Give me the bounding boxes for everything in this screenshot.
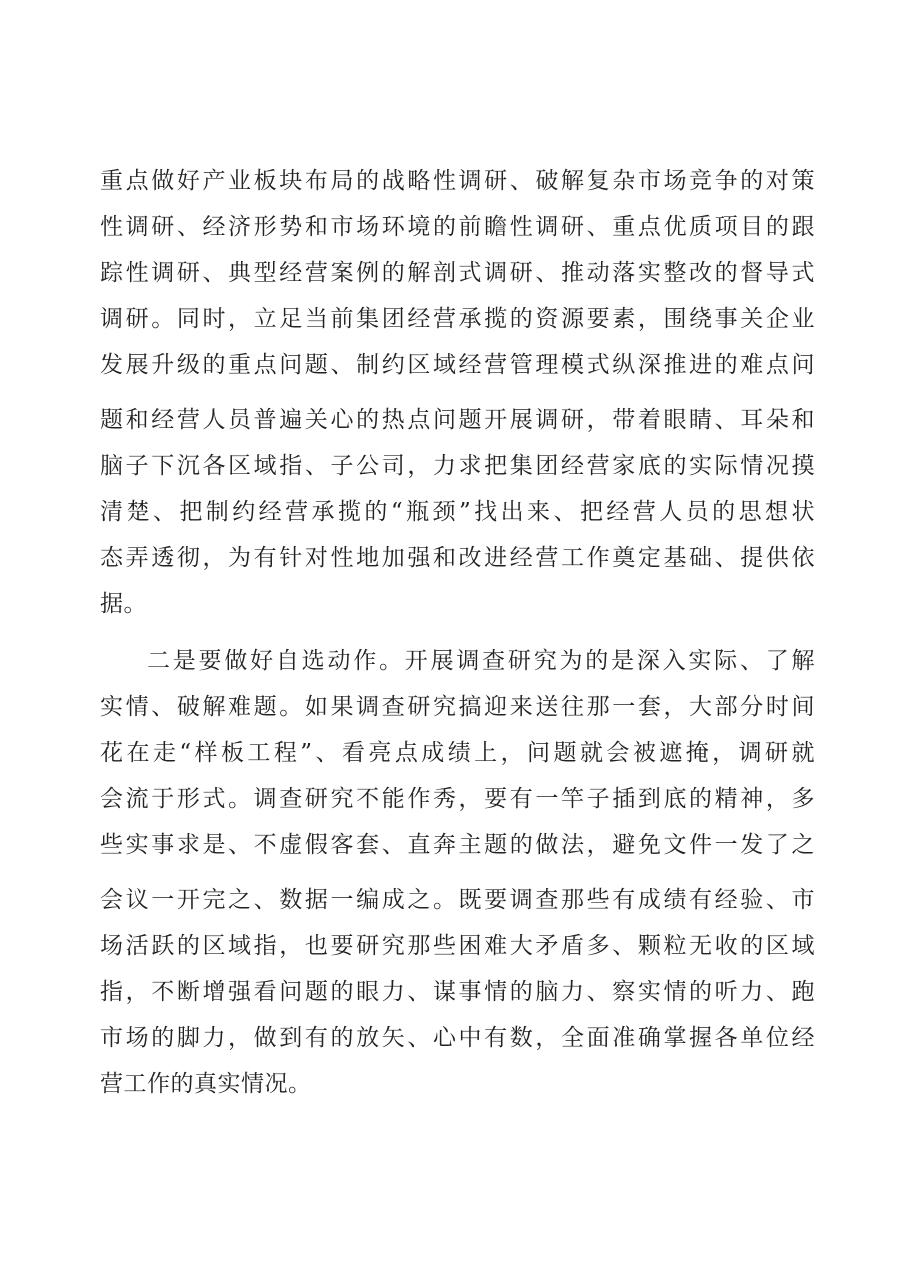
paragraph-1-line-8: 清楚、把制约经营承揽的“瓶颈”找出来、把经营人员的思想状 [100,499,815,525]
paragraph-2-line-8: 指，不断增强看问题的眼力、谋事情的脑力、察实情的听力、跑 [100,979,815,1005]
paragraph-2-line-3: 花在走“样板工程”、看亮点成绩上，问题就会被遮掩，调研就 [100,740,815,766]
paragraph-1-line-7: 脑子下沉各区域指、子公司，力求把集团经营家底的实际情况摸 [100,453,815,479]
paragraph-2-line-7: 场活跃的区域指，也要研究那些困难大矛盾多、颗粒无收的区域 [100,933,815,959]
paragraph-2-line-2: 实情、破解难题。如果调查研究搞迎来送往那一套，大部分时间 [100,694,815,720]
paragraph-2-line-4: 会流于形式。调查研究不能作秀，要有一竿子插到底的精神，多 [100,786,815,812]
paragraph-1-line-4: 调研。同时，立足当前集团经营承揽的资源要素，围绕事关企业 [100,306,815,332]
paragraph-1-line-1: 重点做好产业板块布局的战略性调研、破解复杂市场竞争的对策 [100,168,815,194]
paragraph-1-line-6: 题和经营人员普遍关心的热点问题开展调研，带着眼睛、耳朵和 [100,407,815,433]
paragraph-2-line-1: 二是要做好自选动作。开展调查研究为的是深入实际、了解 [147,648,815,674]
paragraph-2-line-6: 会议一开完之、数据一编成之。既要调查那些有成绩有经验、市 [100,887,815,913]
paragraph-1-line-10: 据。 [100,591,147,617]
paragraph-1-line-3: 踪性调研、典型经营案例的解剖式调研、推动落实整改的督导式 [100,260,815,286]
paragraph-1-line-5: 发展升级的重点问题、制约区域经营管理模式纵深推进的难点问 [100,352,815,378]
paragraph-2-line-10: 营工作的真实情况。 [100,1071,312,1097]
paragraph-2-line-5: 些实事求是、不虚假客套、直奔主题的做法，避免文件一发了之 [100,832,815,858]
paragraph-2-line-9: 市场的脚力，做到有的放矢、心中有数，全面准确掌握各单位经 [100,1025,815,1051]
paragraph-1-line-9: 态弄透彻，为有针对性地加强和改进经营工作奠定基础、提供依 [100,545,815,571]
paragraph-1-line-2: 性调研、经济形势和市场环境的前瞻性调研、重点优质项目的跟 [100,214,815,240]
